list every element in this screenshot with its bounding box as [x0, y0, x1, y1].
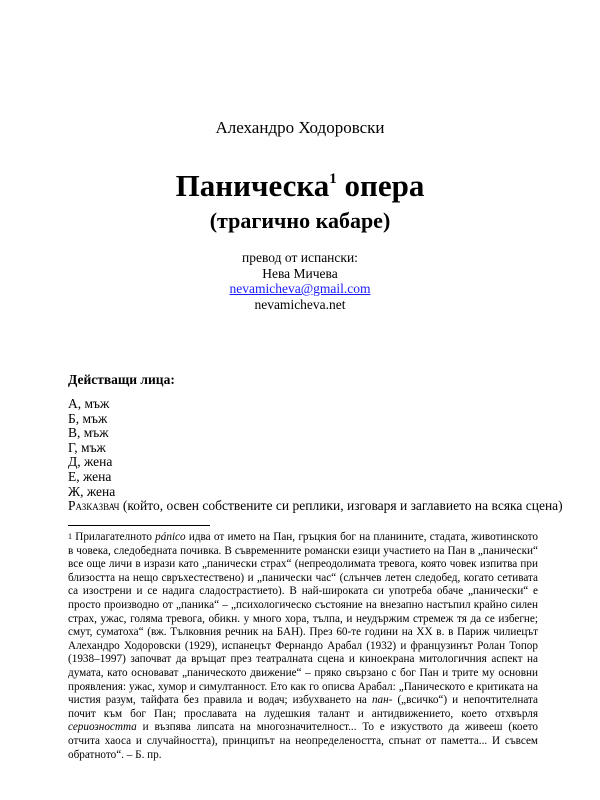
- character-item: Д, жена: [68, 454, 113, 470]
- footnote-text-1: Прилагателното: [72, 531, 156, 543]
- character-item: В, мъж: [68, 425, 109, 441]
- footnote-marker: 1: [68, 532, 72, 541]
- footnote-italic-panico: pánico: [155, 531, 186, 543]
- author-name: Алехандро Ходоровски: [215, 118, 385, 137]
- footnote-italic-pan: пан-: [371, 694, 393, 707]
- narrator-note: (който, освен собствените си реплики, изговаря и заглавието на всяка сцена): [119, 498, 563, 514]
- footnote-text-3: („всичко“) и непочтителната почит към бог Пан; прославата на лудешкия талант и антидвижението, което отхвърля: [68, 694, 538, 720]
- translation-credits: [0, 250, 600, 312]
- footnote-separator: [68, 525, 210, 526]
- translator-website: nevamicheva.net: [254, 296, 346, 312]
- translated-from-label: превод от испански:: [242, 250, 358, 265]
- character-item: Г, мъж: [68, 439, 106, 455]
- title-rest: опера: [336, 168, 425, 203]
- translator-email-link[interactable]: nevamicheva@gmail.com: [229, 281, 371, 296]
- character-item-narrator: [68, 499, 588, 514]
- character-item: Б, мъж: [68, 410, 108, 426]
- character-item: Ж, жена: [68, 483, 116, 499]
- character-item: Е, жена: [68, 468, 112, 484]
- play-title: [0, 168, 600, 204]
- footnote-italic-seriousness: сериозността: [68, 721, 137, 734]
- play-subtitle: (трагично кабаре): [209, 208, 391, 233]
- footnote-text-4: и възпява липсата на многозначителност... То е изкуството да живееш (което отчита хаоса и случайността), принципът на неопределеността, спънат от паметта... И съвсем обратното“. – Б. пр.: [68, 721, 538, 761]
- dramatis-personae-heading: Действащи лица:: [68, 372, 175, 387]
- character-list: [68, 397, 588, 514]
- narrator-name: Разказвач: [68, 498, 120, 514]
- footnote: [68, 531, 538, 762]
- character-item: А, мъж: [68, 396, 110, 411]
- footnote-text-2: идва от името на Пан, гръцкия бог на планините, стадата, животинското в човека, следобедната почивка. В съвременните романски езици участието на Пан в „панически“ все още личи в изрази като „панически страх“ (непреодолимата тревога, която човек изпитва при близостта на нещо свръхестествено) и „панически час“ (слънчев летен следобед, когато сетивата са изострени и се надига сладострастието). В най-широката си употреба обаче „панически“ е просто производно от „паника“ – „психологическо състояние на внезапно настъпил крайно силен страх, ужас, голяма тревога, обикн. у много хора, тълпа, и неудържим стремеж тя да се избегне; смут, суматоха“ (вж. Тълковния речник на БАН). През 60-те години на XX в. в Париж чилиецът Алехандро Ходоровски (1929), испанецът Фернандо Арабал (1932) и французинът Ролан Топор (1938–1997) започват да връщат през театралната сцена и киноекрана митологичния аспект на думата, като основават „паническото движение“ – пряко свързано с бог Пан и трите му основни проявления: ужас, хумор и симултанност. Ето как го описва Арабал: „Паническото е критиката на чистия разум, тайфата без правила и водач; избухването на: [68, 531, 538, 707]
- title-footnote-ref[interactable]: 1: [329, 171, 337, 187]
- translator-name: Нева Мичева: [262, 265, 338, 281]
- title-main: Паническа: [175, 168, 330, 203]
